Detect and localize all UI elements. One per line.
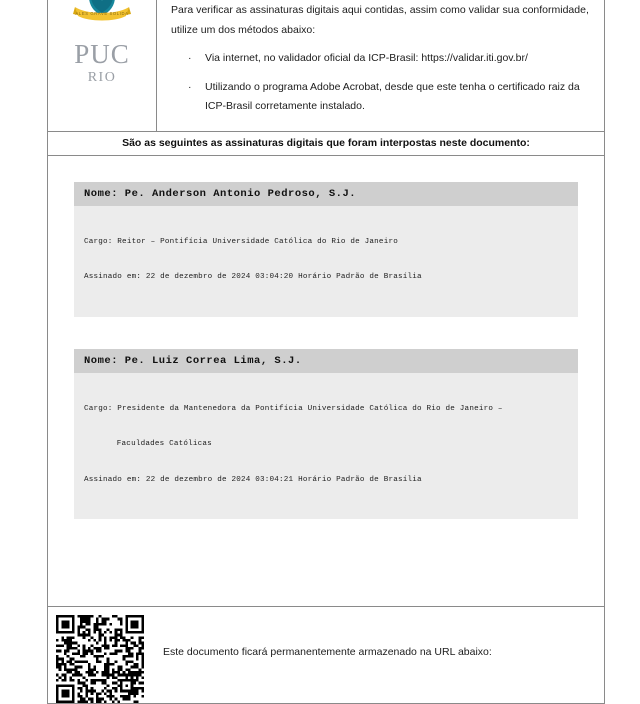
signatures-banner: São as seguintes as assinaturas digitais que foram interpostas neste documento: (48, 132, 604, 156)
bullet-icon: · (188, 80, 192, 93)
bullet-icon: · (188, 52, 192, 65)
puc-rio-crest-icon (71, 0, 133, 33)
signature-cargo-continuation: Faculdades Católicas (116, 440, 212, 449)
signature-timestamp: Assinado em: 22 de dezembro de 2024 03:04:21 Horário Padrão de Brasília (84, 475, 422, 484)
method-item-label: Utilizando o programa Adobe Acrobat, desde que este tenha o certificado raiz da ICP-Brasil corretamente instalado. (205, 80, 580, 113)
signature-name: Nome: Pe. Luiz Correa Lima, S.J. (74, 349, 578, 373)
signature-details (74, 206, 578, 317)
signature-cargo: Cargo: Reitor – Pontifícia Universidade Católica do Rio de Janeiro (84, 238, 398, 247)
signatures-row (48, 156, 604, 607)
signature-block (74, 182, 578, 317)
svg-text:ALES GRAVE SOLIDA: ALES GRAVE SOLIDA (75, 11, 129, 17)
puc-wordmark: PUC (74, 39, 130, 69)
logo-cell (48, 0, 157, 131)
verification-methods-list (171, 49, 592, 116)
footer-row (48, 607, 604, 703)
signature-cargo: Cargo: Presidente da Mantenedora da Pontifícia Universidade Católica do Rio de Janeiro – (84, 405, 503, 414)
url-cell (153, 615, 604, 662)
method-item-internet (171, 49, 592, 68)
method-item-label: Via internet, no validador oficial da ICP-Brasil: https://validar.iti.gov.br/ (205, 52, 528, 65)
intro-paragraph: Para verificar as assinaturas digitais aqui contidas, assim como validar sua conformidade, utilize um dos métodos abaixo: (171, 4, 589, 36)
method-item-acrobat (171, 78, 592, 117)
intro-row (48, 0, 604, 132)
signature-name: Nome: Pe. Anderson Antonio Pedroso, S.J. (74, 182, 578, 206)
signature-details (74, 373, 578, 519)
rio-wordmark: RIO (87, 70, 117, 85)
qr-code-icon (56, 615, 144, 703)
url-notice: Este documento ficará permanentemente armazenado na URL abaixo: (163, 645, 492, 658)
signature-block (74, 349, 578, 519)
signature-timestamp: Assinado em: 22 de dezembro de 2024 03:04:20 Horário Padrão de Brasília (84, 273, 422, 282)
intro-cell (157, 0, 604, 131)
qr-cell (48, 615, 153, 703)
signature-verification-table (47, 0, 605, 704)
